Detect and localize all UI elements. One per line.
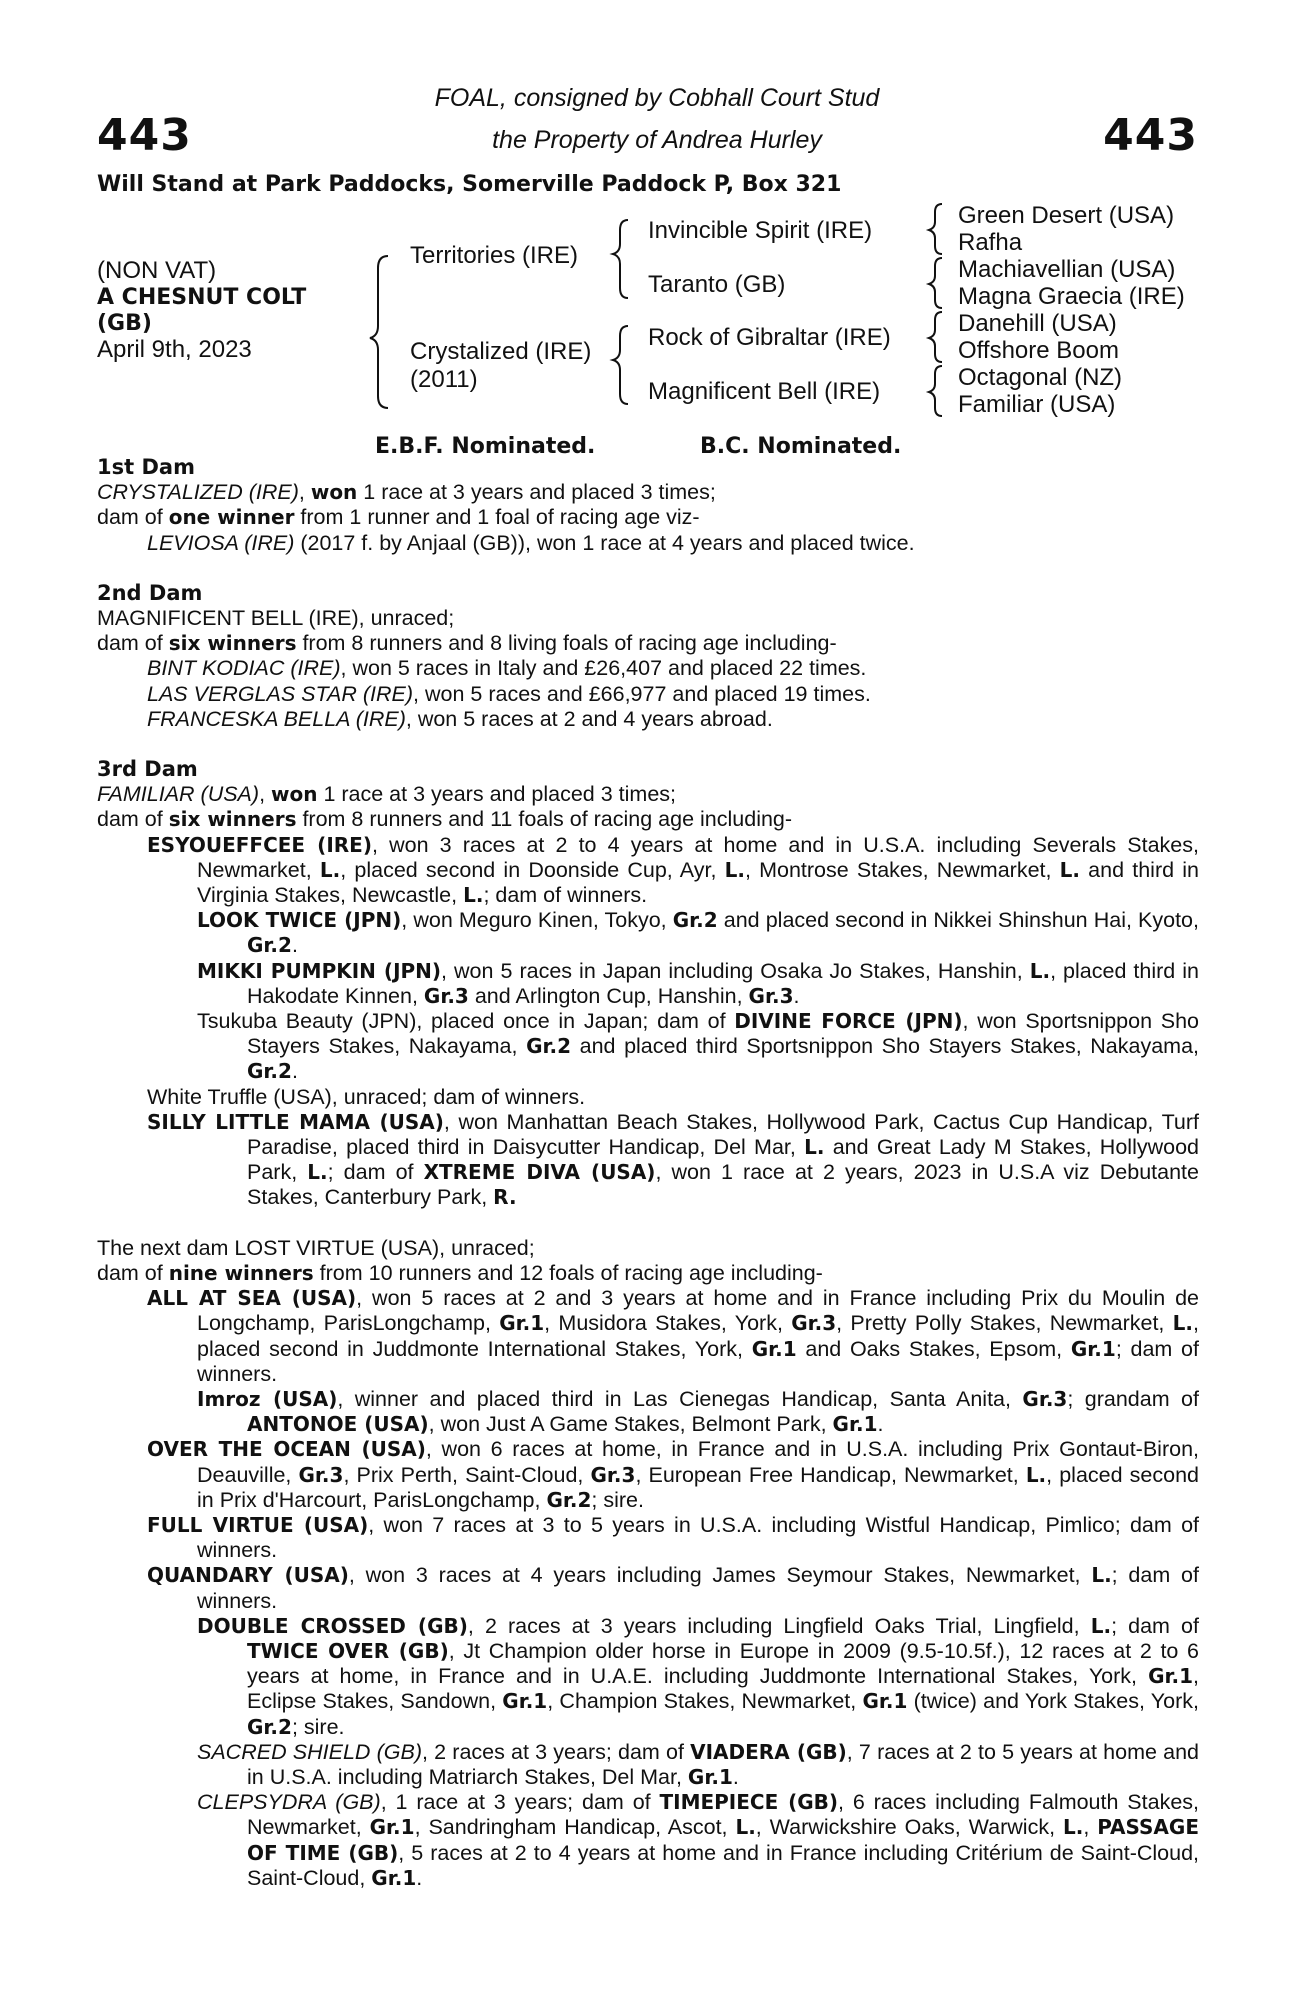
next-dam-line: The next dam LOST VIRTUE (USA), unraced; — [97, 1235, 535, 1260]
consignor-line: FOAL, consigned by Cobhall Court Stud — [434, 84, 880, 112]
next-dam-progeny: FULL VIRTUE (USA), won 7 races at 3 to 5 years in U.S.A. including Wistful Handicap, Pimlico; dam of winners. — [147, 1512, 1200, 1563]
pedigree-g2: Rafha — [958, 229, 1023, 256]
pedigree-sire: Territories (IRE) — [410, 242, 579, 269]
lot-number-left: 443 — [97, 110, 192, 161]
first-dam-line: CRYSTALIZED (IRE), won 1 race at 3 years and placed 3 times; — [97, 480, 716, 505]
third-dam-grand-progeny: Tsukuba Beauty (JPN), placed once in Japan; dam of DIVINE FORCE (JPN), won Sportsnippon Sho Stayers Stakes, Nakayama, Gr.2 and placed third Sportsnippon Sho Stayers Stakes, Nakayama, Gr.2. — [197, 1009, 1200, 1084]
next-dam-produce-summary: dam of nine winners from 10 runners and 12 foals of racing age including- — [97, 1260, 823, 1285]
next-dam-progeny: QUANDARY (USA), won 3 races at 4 years including James Seymour Stakes, Newmarket, L.; dam of winners. — [147, 1563, 1199, 1613]
pedigree-sire-sire: Invincible Spirit (IRE) — [648, 217, 873, 244]
horse-name-suffix: (GB) — [97, 311, 152, 336]
second-dam-progeny: BINT KODIAC (IRE), won 5 races in Italy and £26,407 and placed 22 times. — [147, 656, 867, 681]
first-dam-heading: 1st Dam — [97, 455, 195, 479]
third-dam-grand-progeny: MIKKI PUMPKIN (JPN), won 5 races in Japan including Osaka Jo Stakes, Hanshin, L., placed third in Hakodate Kinnen, Gr.3 and Arlington Cup, Hanshin, Gr.3. — [197, 958, 1199, 1008]
second-dam-progeny: LAS VERGLAS STAR (IRE), won 5 races and £66,977 and placed 19 times. — [147, 681, 871, 706]
pedigree-dam-sire: Rock of Gibraltar (IRE) — [648, 324, 891, 351]
next-dam-grand-progeny: DOUBLE CROSSED (GB), 2 races at 3 years including Lingfield Oaks Trial, Lingfield, L.; dam of TWICE OVER (GB), Jt Champion older horse in Europe in 2009 (9.5-10.5f.), 12 races at 2 to 6 years at home, in France and in U.A.E. including Juddmonte International Stakes, York, Gr.1, Eclipse Stakes, Sandown, Gr.1, Champion Stakes, Newmarket, Gr.1 (twice) and York Stakes, York, Gr.2; sire. — [197, 1613, 1199, 1739]
horse-name: A CHESNUT COLT — [97, 285, 307, 310]
pedigree-dam: Crystalized (IRE) — [410, 338, 592, 365]
pedigree-g3: Machiavellian (USA) — [958, 256, 1176, 283]
third-dam-line: FAMILIAR (USA), won 1 race at 3 years and placed 3 times; — [97, 782, 677, 807]
family-details — [97, 455, 1199, 1891]
next-dam-progeny: OVER THE OCEAN (USA), won 6 races at home, in France and in U.S.A. including Prix Gontaut-Biron, Deauville, Gr.3, Prix Perth, Saint-Cloud, Gr.3, European Free Handicap, Newmarket, L., placed second in Prix d'Harcourt, ParisLongchamp, Gr.2; sire. — [147, 1437, 1200, 1512]
brace-g3 — [929, 312, 942, 362]
brace-g4 — [929, 366, 942, 416]
foaling-date: April 9th, 2023 — [97, 336, 252, 363]
ebf-nomination: E.B.F. Nominated. — [375, 434, 596, 459]
first-dam-produce-summary: dam of one winner from 1 runner and 1 foal of racing age viz- — [97, 505, 700, 530]
third-dam-progeny: White Truffle (USA), unraced; dam of winners. — [147, 1084, 586, 1109]
next-dam-progeny: ALL AT SEA (USA), won 5 races at 2 and 3 years at home and in France including Prix du Moulin de Longchamp, ParisLongchamp, Gr.1, Musidora Stakes, York, Gr.3, Pretty Polly Stakes, Newmarket, L., placed second in Juddmonte International Stakes, York, Gr.1 and Oaks Stakes, Epsom, Gr.1; dam of winners. — [147, 1286, 1199, 1386]
second-dam-progeny: FRANCESKA BELLA (IRE), won 5 races at 2 and 4 years abroad. — [147, 706, 773, 731]
pedigree-g5: Danehill (USA) — [958, 310, 1117, 337]
bc-nomination: B.C. Nominated. — [700, 434, 902, 459]
pedigree-dam-year: (2011) — [410, 366, 478, 393]
pedigree-dam-dam: Magnificent Bell (IRE) — [648, 378, 881, 405]
second-dam-produce-summary: dam of six winners from 8 runners and 8 living foals of racing age including- — [97, 631, 837, 656]
brace-g2 — [929, 258, 942, 308]
next-dam-grand-progeny: SACRED SHIELD (GB), 2 races at 3 years; dam of VIADERA (GB), 7 races at 2 to 5 years at home and in U.S.A. including Matriarch Stakes, Del Mar, Gr.1. — [197, 1739, 1199, 1789]
first-dam-progeny: LEVIOSA (IRE) (2017 f. by Anjaal (GB)), won 1 race at 4 years and placed twice. — [147, 530, 915, 555]
brace-main — [370, 256, 388, 408]
brace-g1 — [929, 204, 942, 254]
pedigree-g1: Green Desert (USA) — [958, 202, 1175, 229]
third-dam-grand-progeny: LOOK TWICE (JPN), won Meguro Kinen, Tokyo, Gr.2 and placed second in Nikkei Shinshun Hai, Kyoto, Gr.2. — [197, 908, 1199, 958]
lot-number-right: 443 — [1103, 110, 1198, 161]
next-dam-grand-progeny: CLEPSYDRA (GB), 1 race at 3 years; dam of TIMEPIECE (GB), 6 races including Falmouth Stakes, Newmarket, Gr.1, Sandringham Handicap, Ascot, L., Warwickshire Oaks, Warwick, L., PASSAGE OF TIME (GB), 5 races at 2 to 4 years at home and in France including Critérium de Saint-Cloud, Saint-Cloud, Gr.1. — [197, 1790, 1200, 1890]
pedigree-g8: Familiar (USA) — [958, 391, 1116, 418]
third-dam-heading: 3rd Dam — [97, 757, 198, 782]
next-dam-grand-progeny: Imroz (USA), winner and placed third in Las Cienegas Handicap, Santa Anita, Gr.3; grandam of ANTONOE (USA), won Just A Game Stakes, Belmont Park, Gr.1. — [197, 1386, 1199, 1437]
pedigree-g6: Offshore Boom — [958, 337, 1119, 364]
third-dam-progeny: ESYOUEFFCEE (IRE), won 3 races at 2 to 4 years at home and in U.S.A. including Severals Stakes, Newmarket, L., placed second in Doonside Cup, Ayr, L., Montrose Stakes, Newmarket, L. and third in Virginia Stakes, Newcastle, L.; dam of winners. — [147, 832, 1199, 908]
stand-location: Will Stand at Park Paddocks, Somerville Paddock P, Box 321 — [97, 172, 842, 197]
property-line: the Property of Andrea Hurley — [492, 126, 822, 154]
vat-status: (NON VAT) — [97, 257, 217, 284]
second-dam-heading: 2nd Dam — [97, 580, 203, 605]
brace-dam — [613, 326, 628, 404]
pedigree-sire-dam: Taranto (GB) — [648, 271, 786, 298]
pedigree-g4: Magna Graecia (IRE) — [958, 283, 1185, 310]
pedigree-g7: Octagonal (NZ) — [958, 364, 1123, 391]
second-dam-line: MAGNIFICENT BELL (IRE), unraced; — [97, 606, 455, 631]
third-dam-produce-summary: dam of six winners from 8 runners and 11 foals of racing age including- — [97, 807, 793, 832]
third-dam-grand-progeny: SILLY LITTLE MAMA (USA), won Manhattan Beach Stakes, Hollywood Park, Cactus Cup Handicap, Turf Paradise, placed third in Daisycutter Handicap, Del Mar, L. and Great Lady M Stakes, Hollywood Park, L.; dam of XTREME DIVA (USA), won 1 race at 2 years, 2023 in U.S.A viz Debutante Stakes, Canterbury Park, R. — [147, 1109, 1199, 1210]
brace-sire — [613, 220, 628, 298]
